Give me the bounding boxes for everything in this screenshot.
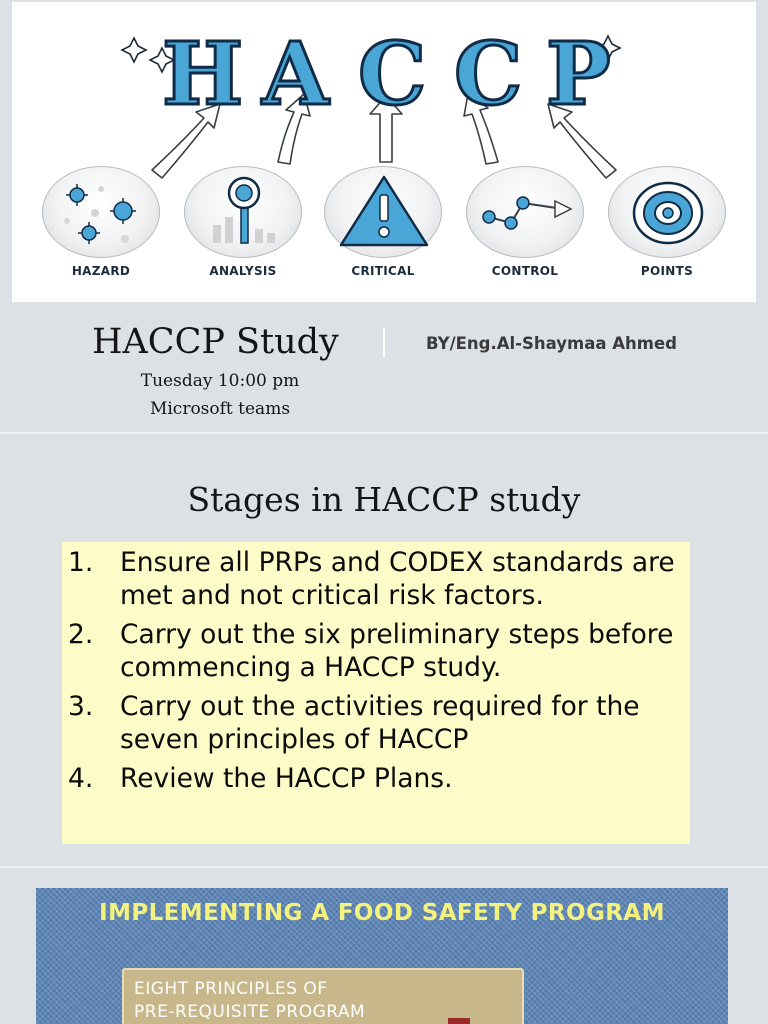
author-byline: BY/Eng.Al-Shaymaa Ahmed <box>426 334 677 353</box>
list-item-text: Ensure all PRPs and CODEX standards are met and not critical risk factors. <box>120 547 675 611</box>
label-hazard: HAZARD <box>71 264 131 278</box>
logo-letter-a: A <box>262 24 329 125</box>
analysis-magnifier-icon <box>184 166 302 258</box>
program-heading: IMPLEMENTING A FOOD SAFETY PROGRAM <box>99 900 665 926</box>
list-item <box>68 546 690 612</box>
list-item <box>68 618 690 684</box>
hazard-bacteria-icon <box>42 166 160 258</box>
list-item-number: 2. <box>68 619 94 650</box>
list-item-number: 1. <box>68 547 94 578</box>
label-critical: CRITICAL <box>351 264 415 278</box>
list-item-text: Carry out the activities required for the seven principles of HACCP <box>120 691 640 755</box>
stages-list <box>62 542 690 844</box>
principles-line-2: PRE-REQUISITE PROGRAM <box>134 1002 366 1022</box>
label-control: CONTROL <box>491 264 559 278</box>
list-item-text: Review the HACCP Plans. <box>120 763 453 794</box>
list-item-number: 3. <box>68 691 94 722</box>
control-graph-icon <box>466 166 584 258</box>
session-time: Tuesday 10:00 pm <box>140 371 300 391</box>
denim-panel <box>36 888 728 1024</box>
logo-letter-c2: C <box>454 24 523 125</box>
principles-line-1: EIGHT PRINCIPLES OF <box>134 979 328 999</box>
title-divider <box>383 328 385 358</box>
slide-stages <box>0 434 768 866</box>
points-target-icon <box>608 166 726 258</box>
stages-heading: Stages in HACCP study <box>187 480 581 519</box>
session-platform: Microsoft teams <box>149 399 291 419</box>
label-points: POINTS <box>640 264 694 278</box>
page-title: HACCP Study <box>92 322 339 362</box>
red-marker <box>448 1018 470 1024</box>
principles-box <box>122 968 524 1024</box>
list-item <box>68 762 690 795</box>
critical-warning-icon <box>324 166 442 258</box>
haccp-banner-image <box>12 2 756 302</box>
slide-food-safety-program <box>0 868 768 1024</box>
list-item-text: Carry out the six preliminary steps before commencing a HACCP study. <box>120 619 674 683</box>
logo-letter-p: P <box>546 24 611 125</box>
list-item <box>68 690 690 756</box>
logo-letter-h: H <box>162 24 244 125</box>
slide-haccp-title <box>0 0 768 432</box>
logo-letter-c1: C <box>358 24 427 125</box>
list-item-number: 4. <box>68 763 94 794</box>
label-analysis: ANALYSIS <box>209 264 277 278</box>
